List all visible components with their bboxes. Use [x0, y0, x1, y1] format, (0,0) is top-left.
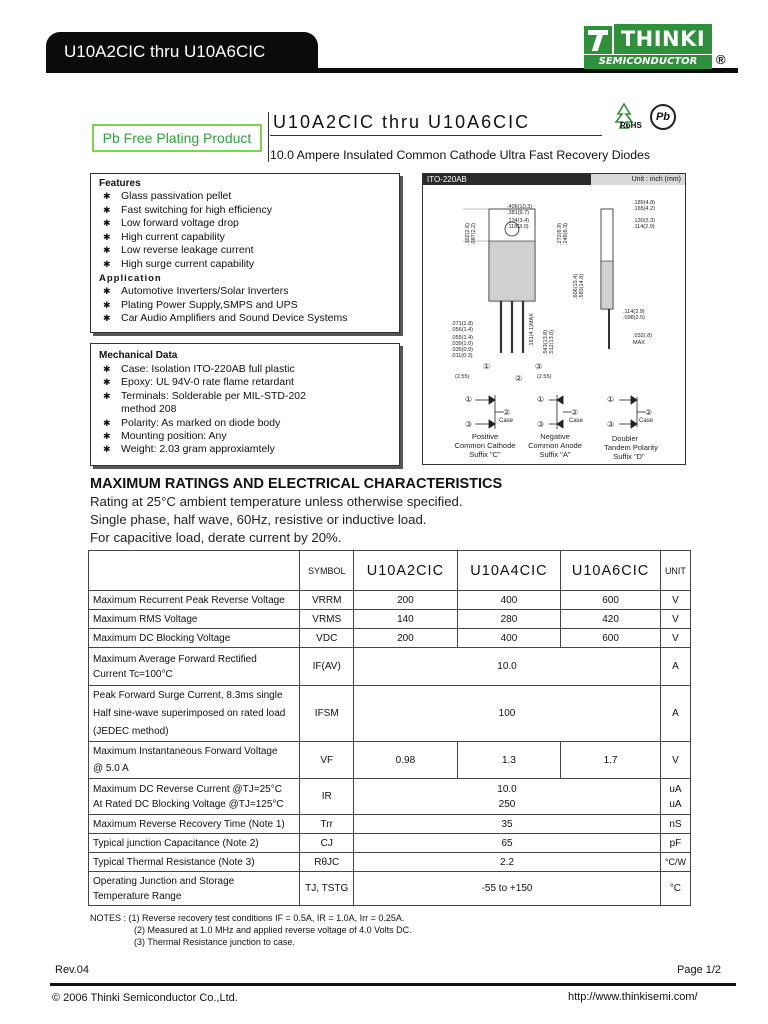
dim-text: .134(3.4) [507, 218, 530, 224]
dim-text: .606(15.4) [573, 273, 579, 299]
features-box [90, 173, 400, 333]
pb-free-badge: Pb Free Plating Product [92, 124, 262, 152]
param-cell: Maximum RMS Voltage [89, 610, 300, 629]
unit-cell: uA uA [660, 779, 690, 815]
value-cell: 140 [354, 610, 458, 629]
config-d-line: Doubler [611, 434, 639, 443]
dim-text: .118(3.0) [507, 224, 529, 230]
table-row [89, 853, 691, 872]
mechanical-data-box [90, 343, 400, 466]
symbol-cell: VRRM [300, 591, 354, 610]
dim-text: .071(1.8) [451, 321, 474, 327]
param-cell: Maximum Average Forward Rectified Current Tc=100°C [89, 648, 300, 686]
symbol-cell: VDC [300, 629, 354, 648]
param-cell: Maximum Instantaneous Forward Voltage @ 5.0 A [89, 742, 300, 779]
value-cell: 420 [561, 610, 661, 629]
dim-text: .130(3.3) [633, 218, 656, 224]
list-item: ✱ Fast switching for high efficiency [99, 204, 391, 218]
features-heading: Features [99, 178, 141, 189]
config-a-line: Common Anode [528, 441, 582, 450]
value-cell: 65 [354, 834, 661, 853]
list-item: ✱ Weight: 2.03 gram approxiamtely [103, 443, 275, 456]
dim-text: .543(13.8) [543, 329, 549, 355]
table-row [89, 742, 691, 779]
config-d-line: Tandem Polarity [604, 443, 658, 452]
pin-label: ① [483, 362, 491, 371]
table-row [89, 872, 691, 906]
dim-text: (2.55) [537, 374, 552, 380]
pin-label: ① [465, 395, 473, 404]
dim-text: .189(4.8) [633, 200, 656, 206]
revision-label: Rev.04 [55, 964, 90, 976]
param-cell: Operating Junction and Storage Temperature Range [89, 872, 300, 906]
list-item: ✱ High current capability [99, 231, 391, 245]
pin-label: ③ [465, 420, 473, 429]
unit-cell: V [660, 742, 690, 779]
dim-text: .114(2.9) [623, 309, 645, 315]
pin-label: ② [571, 408, 579, 417]
dim-text: .114(2.9) [633, 224, 655, 230]
table-row [89, 779, 691, 815]
notes [90, 912, 412, 948]
symbol-cell: IFSM [300, 686, 354, 742]
value-cell: 400 [457, 591, 561, 610]
value-cell: 1.7 [561, 742, 661, 779]
dim-text: .161(4.1)MAX [529, 313, 535, 347]
unit-cell: A [660, 648, 690, 686]
value-cell: 600 [561, 629, 661, 648]
pin-label: ③ [537, 420, 545, 429]
list-item: ✱ Glass passivation pellet [99, 190, 391, 204]
list-item: method 208 [121, 403, 177, 416]
case-label: Case [639, 418, 654, 424]
col-header-u10a6cic: U10A6CIC [561, 551, 661, 591]
value-cell: 0.98 [354, 742, 458, 779]
title-divider [268, 112, 269, 162]
list-item: ✱ Case: Isolation ITO-220AB full plastic [103, 363, 295, 375]
col-header-u10a4cic: U10A4CIC [457, 551, 561, 591]
pb-free-icon: Pb [650, 104, 676, 130]
param-cell: Maximum DC Blocking Voltage [89, 629, 300, 648]
dim-text: .056(1.4) [451, 327, 474, 333]
table-row [89, 629, 691, 648]
col-header-u10a2cic: U10A2CIC [354, 551, 458, 591]
unit-cell: V [660, 591, 690, 610]
unit-cell: A [660, 686, 690, 742]
list-item: ✱ Epoxy: UL 94V-0 rate flame retardant [103, 376, 294, 389]
config-c-line: Positive [471, 432, 499, 441]
mechanical-list [99, 363, 391, 457]
value-cell: 200 [354, 591, 458, 610]
website-link[interactable]: http://www.thinkisemi.com/ [568, 991, 698, 1003]
symbol-header: SYMBOL [300, 551, 354, 591]
page-number: Page 1/2 [677, 964, 722, 976]
pin-label: ③ [535, 362, 543, 371]
dim-text: .165(4.2) [633, 206, 656, 212]
pin-label: ② [645, 408, 653, 417]
package-unit-label: Unit : inch (mm) [631, 176, 681, 183]
registered-mark: ® [716, 52, 726, 67]
symbol-cell: VRMS [300, 610, 354, 629]
application-list [99, 285, 391, 326]
param-cell: Typical junction Capacitance (Note 2) [89, 834, 300, 853]
value-cell: 10.0 [354, 648, 661, 686]
case-label: Case [499, 418, 514, 424]
list-item: ✱ Polarity: As marked on diode body [103, 416, 281, 429]
dim-text: .583(14.8) [579, 273, 585, 299]
note-line: (3) Thermal Resistance junction to case. [134, 937, 295, 947]
config-c-line: Suffix "C" [469, 450, 501, 459]
logo-subtitle: SEMICONDUCTOR [584, 55, 712, 69]
value-cell: -55 to +150 [354, 872, 661, 906]
symbol-cell: CJ [300, 834, 354, 853]
config-a-line: Negative [540, 432, 570, 441]
list-item: ✱ Mounting position: Any [103, 430, 227, 443]
dim-text: .035(0.9) [451, 347, 474, 353]
pin-label: ② [515, 374, 523, 383]
application-heading: Application [99, 273, 162, 284]
dim-text: .272(6.9) [557, 222, 563, 245]
dim-text: .381(9.7) [507, 210, 530, 216]
note-line: (2) Measured at 1.0 MHz and applied reverse voltage of 4.0 Volts DC. [134, 925, 412, 935]
unit-cell: °C [660, 872, 690, 906]
list-item: ✱ Terminals: Solderable per MIL-STD-202 [103, 389, 306, 402]
table-header-row [89, 551, 691, 591]
config-a-line: Suffix "A" [539, 450, 571, 459]
param-cell: Maximum Recurrent Peak Reverse Voltage [89, 591, 300, 610]
package-drawing [422, 173, 686, 465]
list-item: ✱ Plating Power Supply,SMPS and UPS [99, 299, 391, 313]
table-row [89, 834, 691, 853]
pin-label: ① [607, 395, 615, 404]
value-cell: 10.0 250 [354, 779, 661, 815]
dim-text: .102(2.6) [465, 222, 471, 245]
value-cell: 280 [457, 610, 561, 629]
value-cell: 100 [354, 686, 661, 742]
param-cell: Peak Forward Surge Current, 8.3ms single Half sine-wave superimposed on rated load (JEDEC method) [89, 686, 300, 742]
title-underline [270, 135, 602, 136]
dim-text: (2.55) [455, 374, 470, 380]
pin-label: ③ [607, 420, 615, 429]
value-cell: 1.3 [457, 742, 561, 779]
package-type-label: ITO-220AB [427, 175, 467, 184]
symbol-cell: TJ, TSTG [300, 872, 354, 906]
list-item: ✱ Car Audio Amplifiers and Sound Device Systems [99, 312, 391, 326]
dim-text: .011(0.3) [451, 353, 473, 359]
logo-mark-icon [584, 26, 612, 54]
ratings-note: For capacitive load, derate current by 20%. [90, 530, 342, 545]
dim-text: .512(13.0) [549, 329, 555, 355]
value-cell: 2.2 [354, 853, 661, 872]
symbol-cell: RθJC [300, 853, 354, 872]
thinki-logo [584, 26, 744, 70]
dim-text: .032(.8) [633, 333, 652, 339]
header-title-tab: U10A2CIC thru U10A6CIC [46, 32, 318, 72]
dim-text: .039(1.0) [451, 341, 474, 347]
dim-text: MAX [633, 340, 645, 346]
table-cell [89, 551, 300, 591]
table-row [89, 610, 691, 629]
features-list [99, 190, 391, 271]
list-item: ✱ Low reverse leakage current [99, 244, 391, 258]
case-label: Case [569, 418, 584, 424]
table-row [89, 815, 691, 834]
ratings-table [88, 550, 691, 906]
page-subtitle: 10.0 Ampere Insulated Common Cathode Ultra Fast Recovery Diodes [270, 148, 651, 162]
value-cell: 200 [354, 629, 458, 648]
value-cell: 35 [354, 815, 661, 834]
dim-text: .248(6.3) [563, 222, 569, 245]
rohs-label: RoHS [620, 121, 642, 130]
param-cell: Maximum Reverse Recovery Time (Note 1) [89, 815, 300, 834]
symbol-cell: VF [300, 742, 354, 779]
value-cell: 400 [457, 629, 561, 648]
list-item: ✱ Automotive Inverters/Solar Inverters [99, 285, 391, 299]
note-line: NOTES : (1) Reverse recovery test conditions IF = 0.5A, IR = 1.0A, Irr = 0.25A. [90, 913, 405, 923]
symbol-cell: Trr [300, 815, 354, 834]
param-cell: Maximum DC Reverse Current @TJ=25°C At Rated DC Blocking Voltage @TJ=125°C [89, 779, 300, 815]
page-title: U10A2CIC thru U10A6CIC [273, 112, 531, 132]
dim-text: .087(2.2) [471, 222, 477, 245]
ratings-note: Rating at 25°C ambient temperature unless otherwise specified. [90, 494, 463, 509]
unit-cell: °C/W [660, 853, 690, 872]
symbol-cell: IF(AV) [300, 648, 354, 686]
pin-label: ① [537, 395, 545, 404]
package-epoxy [489, 241, 535, 301]
pin-label: ② [503, 408, 511, 417]
unit-cell: V [660, 629, 690, 648]
footer-rule [50, 983, 736, 986]
param-cell: Typical Thermal Resistance (Note 3) [89, 853, 300, 872]
unit-cell: nS [660, 815, 690, 834]
dim-text: .055(1.4) [451, 335, 474, 341]
dim-text: .098(2.5) [623, 315, 646, 321]
ratings-heading: MAXIMUM RATINGS AND ELECTRICAL CHARACTERISTICS [90, 476, 503, 492]
package-outline-svg [423, 185, 685, 465]
table-row [89, 591, 691, 610]
unit-cell: V [660, 610, 690, 629]
list-item: ✱ Low forward voltage drop [99, 217, 391, 231]
unit-cell: pF [660, 834, 690, 853]
list-item: ✱ High surge current capability [99, 258, 391, 272]
dim-text: .406(10.3) [507, 204, 533, 210]
copyright-text: © 2006 Thinki Semiconductor Co.,Ltd. [52, 992, 238, 1004]
table-row [89, 686, 691, 742]
value-cell: 600 [561, 591, 661, 610]
config-d-line: Suffix "D" [613, 452, 645, 461]
logo-name: THINKI [614, 24, 712, 54]
unit-header: UNIT [660, 551, 690, 591]
symbol-cell: IR [300, 779, 354, 815]
table-row [89, 648, 691, 686]
mechanical-heading: Mechanical Data [99, 350, 178, 361]
config-c-line: Common Cathode [454, 441, 516, 450]
ratings-note: Single phase, half wave, 60Hz, resistive or inductive load. [90, 512, 427, 527]
